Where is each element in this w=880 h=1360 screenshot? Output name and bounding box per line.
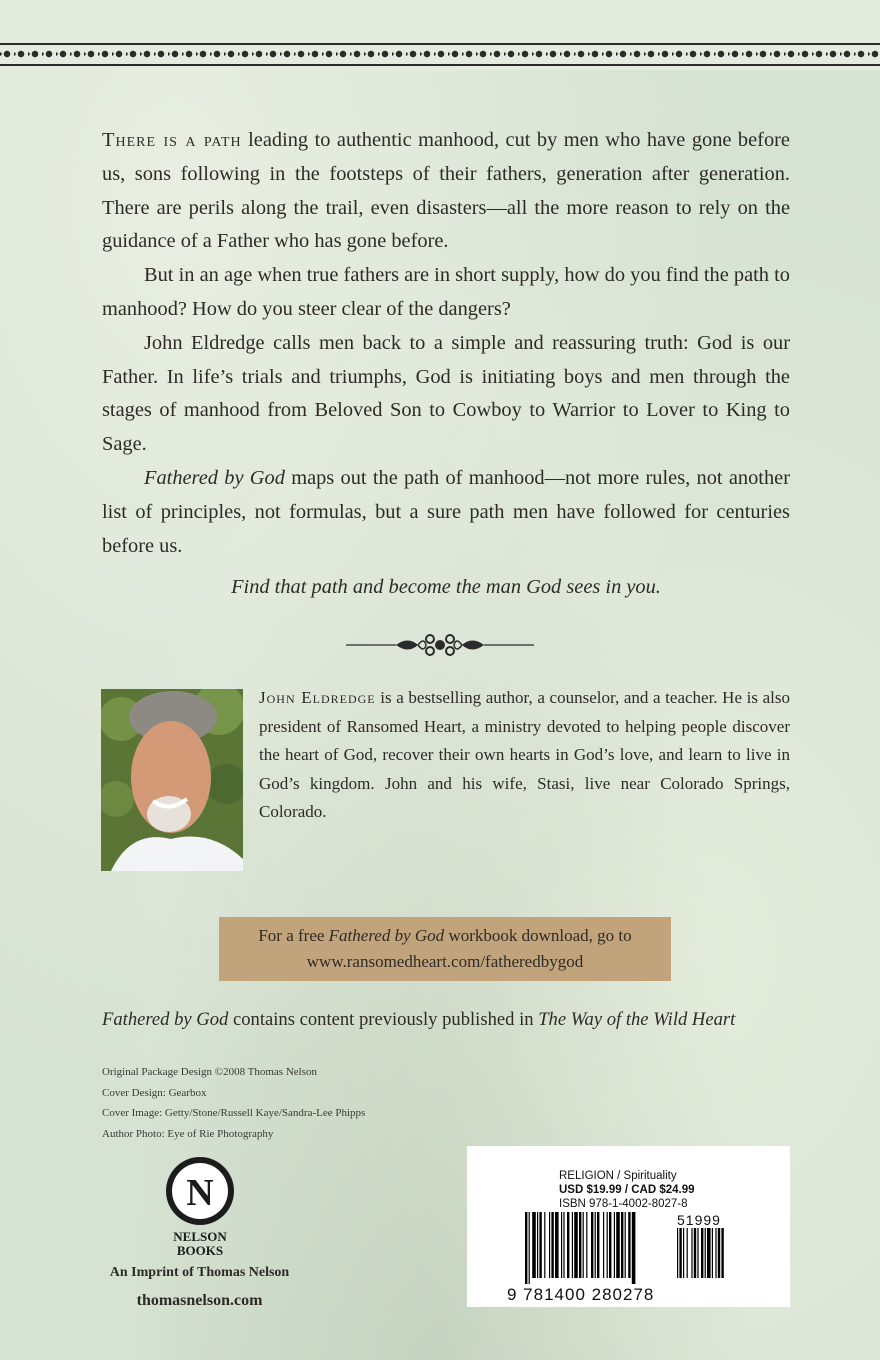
isbn-label: ISBN 978-1-4002-8027-8 [559, 1198, 688, 1210]
isbn-barcode-icon [525, 1212, 747, 1284]
paragraph-text: maps out the path of manhood—not more rules, not another list of principles, not formulas, but a sure path men have followed for centuries before us. [102, 466, 790, 557]
paragraph-text: leading to authentic manhood, cut by men who have gone before us, sons following in the footsteps of their fathers, generation after generation. There are perils along the trail, even disasters—all the more reason to rely on the guidance of a Father who has gone before. [102, 129, 790, 253]
barcode-digits: 9 781400 280278 [507, 1285, 655, 1304]
tagline: Find that path and become the man God sees in you. [231, 576, 661, 598]
promo-book-title: Fathered by God [328, 926, 445, 945]
logo-letter: N [186, 1172, 214, 1214]
credit-line: Cover Image: Getty/Stone/Russell Kaye/Sandra-Lee Phipps [102, 1107, 366, 1119]
border-rule-top [0, 43, 880, 45]
imprint-line: An Imprint of Thomas Nelson [109, 1265, 290, 1280]
design-credits [102, 1062, 365, 1144]
credit-line: Original Package Design ©2008 Thomas Nelson [102, 1066, 317, 1078]
logo-line-2: BOOKS [176, 1243, 224, 1258]
other-book-title: The Way of the Wild Heart [538, 1009, 736, 1030]
book-title: Fathered by God [144, 466, 285, 489]
promo-line-1 [219, 923, 671, 949]
border-pattern [0, 47, 880, 62]
author-name: John Eldredge [259, 688, 376, 707]
description-paragraph-1 [102, 124, 790, 259]
workbook-promo-box [219, 917, 671, 981]
price-addon-digits: 51999 [677, 1212, 721, 1228]
logo-line-1: NELSON [173, 1229, 227, 1244]
description-paragraph-4 [102, 462, 790, 563]
flourish-ornament-icon [346, 632, 534, 658]
publisher-website[interactable]: thomasnelson.com [136, 1292, 263, 1309]
promo-text: workbook download, go to [444, 926, 632, 945]
barcode-panel [467, 1146, 790, 1307]
note-text: contains content previously published in [228, 1009, 539, 1030]
bio-text: is a bestselling author, a counselor, and a teacher. He is also president of Ransomed Heart, a ministry devoted to helping people discover the heart of God, recover their own hearts in God’s love, and learn to live in God’s kingdom. John and his wife, Stasi, live near Colorado Springs, Colorado. [259, 688, 790, 822]
lead-in: There is a path [102, 129, 242, 151]
author-photo [101, 689, 243, 871]
promo-url[interactable]: www.ransomedheart.com/fatheredbygod [306, 952, 584, 971]
promo-text: For a free [258, 926, 329, 945]
book-description [102, 124, 790, 563]
price-label: USD $19.99 / CAD $24.99 [559, 1184, 695, 1196]
credit-line: Author Photo: Eye of Rie Photography [102, 1127, 274, 1140]
book-title: Fathered by God [102, 1009, 229, 1030]
author-bio [259, 684, 790, 827]
decorative-top-border [0, 0, 880, 70]
description-paragraph-3: John Eldredge calls men back to a simple and reassuring truth: God is our Father. In life’s trials and triumphs, God is initiating boys and men through the stages of manhood from Beloved Son to Cowboy to Warrior to Lover to King to Sage. [102, 331, 790, 456]
description-paragraph-2: But in an age when true fathers are in short supply, how do you find the path to manhood? How do you steer clear of the dangers? [102, 264, 790, 320]
previously-published-note [102, 1009, 802, 1031]
border-rule-bottom [0, 64, 880, 66]
nelson-books-logo [163, 1156, 237, 1258]
credit-line: Cover Design: Gearbox [102, 1086, 207, 1099]
author-portrait-icon [101, 689, 243, 871]
category-label: RELIGION / Spirituality [559, 1170, 677, 1182]
